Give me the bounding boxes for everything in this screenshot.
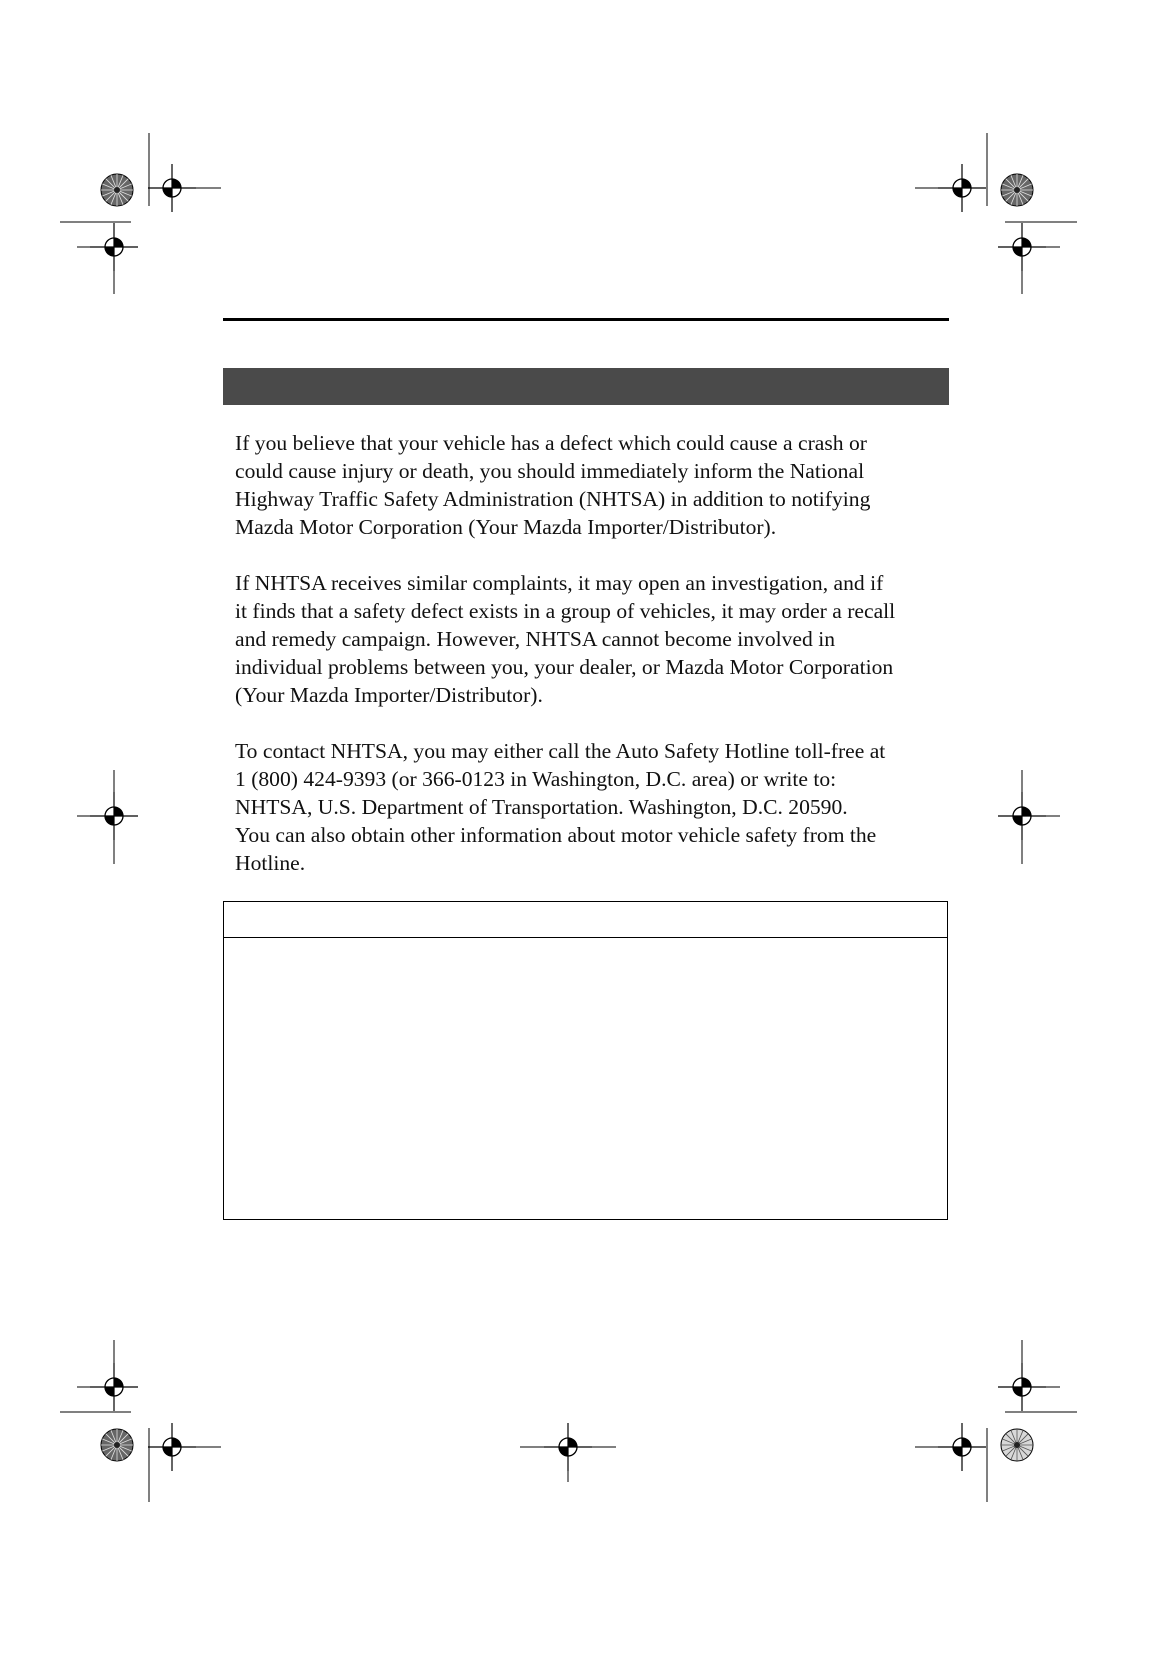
registration-wheel-icon: [101, 174, 133, 206]
paragraph-report-defect: If you believe that your vehicle has a defect which could cause a crash or could cause injury or death, you should immediately inform the National Highway Traffic Safety Administration (NHTSA) in addition to notifying Mazda Motor Corporation (Your Mazda Importer/Distributor).: [235, 431, 871, 539]
registration-wheel-icon: [1001, 174, 1033, 206]
paragraph-nhtsa-investigation: If NHTSA receives similar complaints, it may open an investigation, and if it finds that a safety defect exists in a group of vehicles, it may order a recall and remedy campaign. However, NHTSA cannot become involved in individual problems between you, your dealer, or Mazda Motor Corporation (Your Mazda Importer/Distributor).: [235, 571, 896, 707]
info-box: [223, 901, 948, 1220]
info-box-heading: [224, 902, 947, 938]
paragraph-contact-nhtsa: To contact NHTSA, you may either call the Auto Safety Hotline toll-free at 1 (800) 424-9393 (or 366-0123 in Washington, D.C. area) or write to: NHTSA, U.S. Department of Transportation. Washington, D.C. 20590. You can also obtain other information about motor vehicle safety from the Hotline.: [235, 739, 886, 875]
section-title-bar: [223, 368, 949, 405]
header-rule: [223, 318, 949, 321]
registration-wheel-icon: [101, 1429, 133, 1461]
registration-wheel-icon: [1001, 1429, 1033, 1461]
